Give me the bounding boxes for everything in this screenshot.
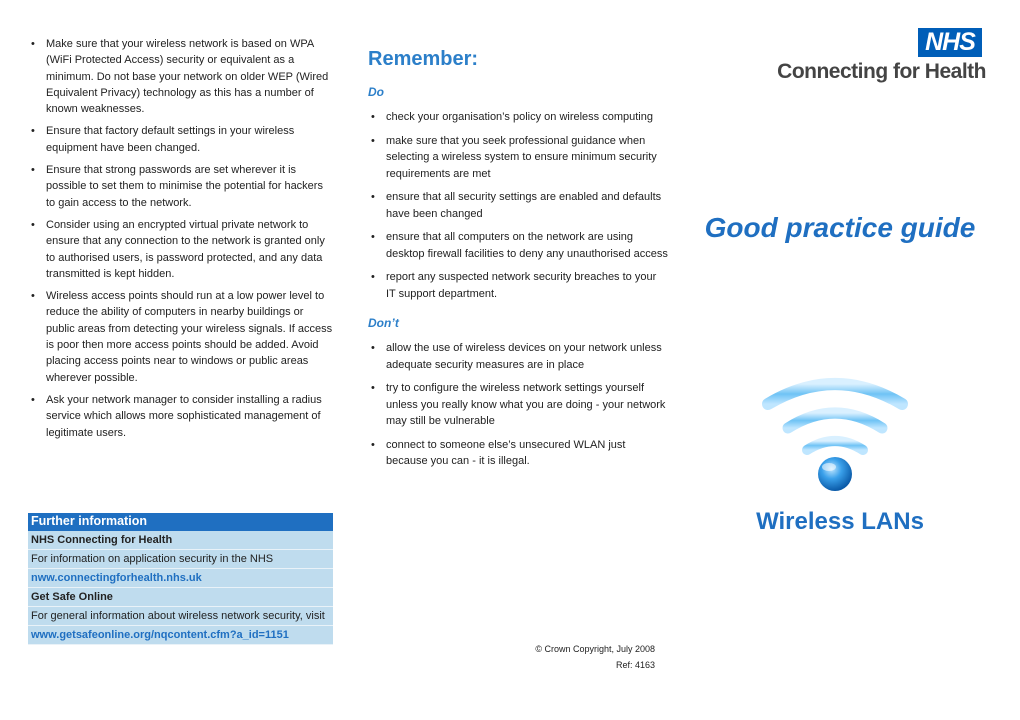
list-item: • Consider using an encrypted virtual private network to ensure that any connection to the network is granted only to authorised users, is password protected, and any data transmitted is kept hidden. xyxy=(28,217,333,282)
further-information-header: Further information xyxy=(28,513,333,531)
guidance-list xyxy=(28,36,333,441)
table-row: For general information about wireless network security, visit xyxy=(28,607,333,626)
nhs-logo xyxy=(918,28,982,57)
copyright-text: © Crown Copyright, July 2008 xyxy=(535,644,655,654)
list-item: • ensure that all security settings are enabled and defaults have been changed xyxy=(368,189,668,222)
connectingforhealth-link[interactable]: nww.connectingforhealth.nhs.uk xyxy=(28,569,333,588)
list-item: • Wireless access points should run at a low power level to reduce the ability of computers in nearby buildings or public areas from detecting your wireless signals. If access is poor then more access points should be added. Avoid placing access points near to windows or public areas wherever possible. xyxy=(28,288,333,386)
left-column xyxy=(28,36,333,447)
list-item: • Ask your network manager to consider installing a radius service which allows more sophisticated management of legitimate users. xyxy=(28,392,333,441)
topic-title: Wireless LANs xyxy=(756,508,924,535)
list-item: • try to configure the wireless network settings yourself unless you really know what you are doing - your network may still be vulnerable xyxy=(368,380,668,430)
do-heading: Do xyxy=(368,85,384,99)
guide-title: Good practice guide xyxy=(704,212,976,243)
getsafeonline-link[interactable]: www.getsafeonline.org/nqcontent.cfm?a_id=1151 xyxy=(28,626,333,645)
wifi-signal-icon xyxy=(760,370,910,495)
table-row: Get Safe Online xyxy=(28,588,333,607)
table-row: NHS Connecting for Health xyxy=(28,531,333,550)
copyright-block xyxy=(520,641,655,673)
middle-column xyxy=(368,48,668,477)
list-item: • Ensure that factory default settings in your wireless equipment have been changed. xyxy=(28,123,333,156)
list-item: • report any suspected network security breaches to your IT support department. xyxy=(368,269,668,302)
list-item: • check your organisation’s policy on wireless computing xyxy=(368,109,668,126)
list-item: • connect to someone else’s unsecured WLAN just because you can - it is illegal. xyxy=(368,437,668,470)
list-item: • make sure that you seek professional guidance when selecting a wireless system to ensure minimum security requirements are met xyxy=(368,133,668,183)
list-item: • Ensure that strong passwords are set wherever it is possible to set them to minimise the potential for hackers to gain access to the network. xyxy=(28,162,333,211)
cover-column xyxy=(690,0,1020,720)
connecting-for-health-logo-text: Connecting for Health xyxy=(777,60,986,83)
do-list xyxy=(368,109,668,302)
table-row: For information on application security in the NHS xyxy=(28,550,333,569)
nhs-logo-text: NHS xyxy=(925,28,975,56)
remember-heading: Remember: xyxy=(368,48,479,70)
list-item: • allow the use of wireless devices on your network unless adequate security measures are in place xyxy=(368,340,668,373)
further-information-table xyxy=(28,513,333,645)
list-item: • Make sure that your wireless network is based on WPA (WiFi Protected Access) security or equivalent as a minimum. Do not base your network on older WEP (Wired Equivalent Privacy) technology as this has a number of known weaknesses. xyxy=(28,36,333,117)
dont-list xyxy=(368,340,668,470)
dont-heading: Don’t xyxy=(368,316,399,330)
reference-number: Ref: 4163 xyxy=(615,660,655,670)
list-item: • ensure that all computers on the network are using desktop firewall facilities to deny any unauthorised access xyxy=(368,229,668,262)
